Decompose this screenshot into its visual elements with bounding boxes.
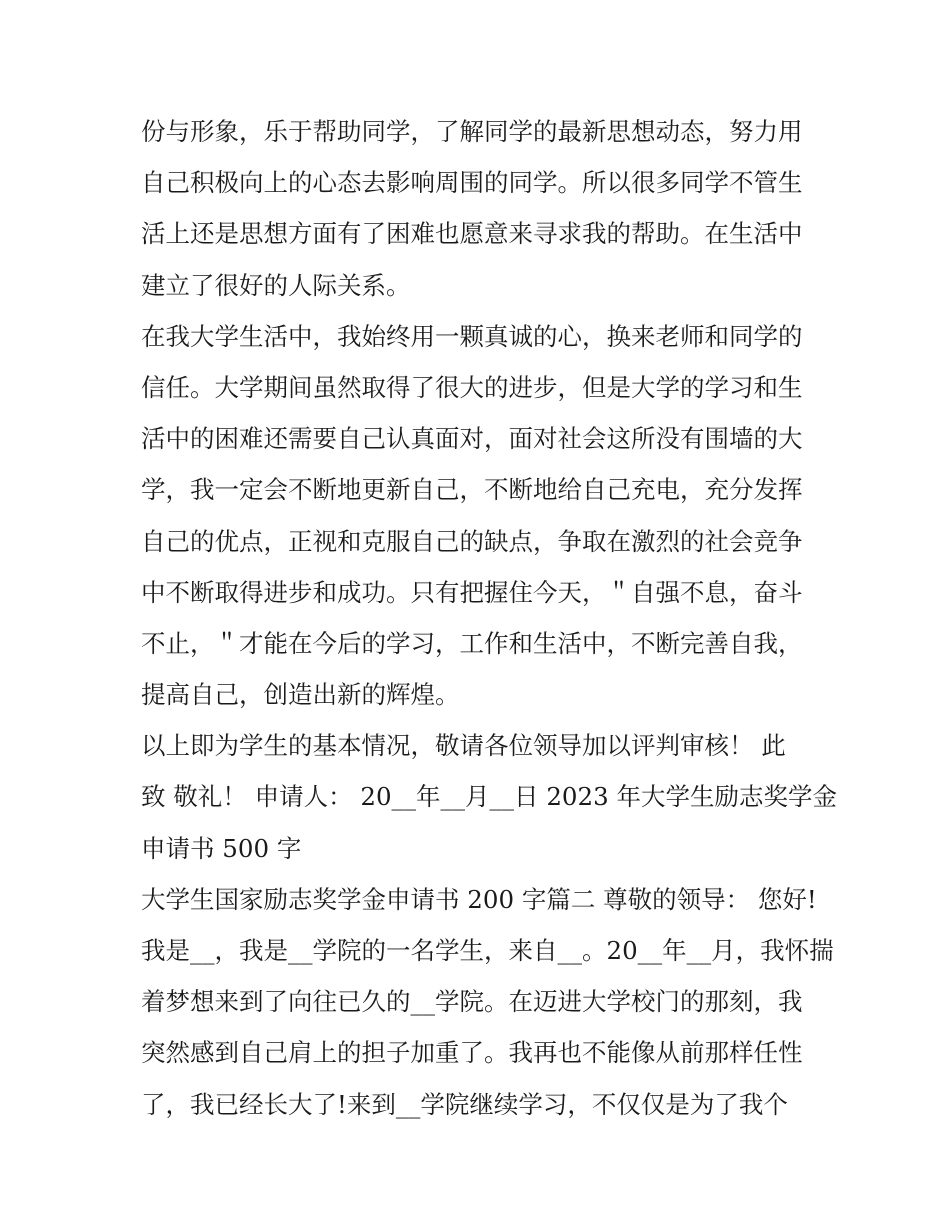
text-line: 份与形象，乐于帮助同学，了解同学的最新思想动态，努力用	[141, 117, 803, 146]
text-line: 信任。大学期间虽然取得了很大的进步，但是大学的学习和生	[141, 372, 803, 402]
text-line: 活上还是思想方面有了困难也愿意来寻求我的帮助。在生活中	[141, 219, 803, 249]
text-line: 自己积极向上的心态去影响周围的同学。所以很多同学不管生	[141, 168, 803, 198]
text-line: 以上即为学生的基本情况，敬请各位领导加以评判审核！ 此	[141, 731, 786, 761]
text-line: 自己的优点，正视和克服自己的缺点，争取在激烈的社会竞争	[141, 526, 803, 556]
document-body	[141, 106, 837, 1130]
text-line: 致 敬礼！ 申请人： 20__年__月__日 2023 年大学生励志奖学金	[141, 782, 837, 812]
text-line: 活中的困难还需要自己认真面对，面对社会这所没有围墙的大	[141, 424, 803, 454]
text-line: 提高自己，创造出新的辉煌。	[141, 680, 460, 710]
text-line: 我是__，我是__学院的一名学生，来自__。20__年__月，我怀揣	[141, 936, 834, 965]
text-line: 突然感到自己肩上的担子加重了。我再也不能像从前那样任性	[141, 1038, 803, 1068]
text-line: 大学生国家励志奖学金申请书 200 字篇二 尊敬的领导： 您好!	[141, 884, 817, 914]
text-line: 着梦想来到了向往已久的__学院。在迈进大学校门的那刻，我	[141, 987, 803, 1017]
text-line: 学，我一定会不断地更新自己，不断地给自己充电，充分发挥	[141, 475, 803, 505]
text-line: 在我大学生活中，我始终用一颗真诚的心，换来老师和同学的	[141, 321, 803, 351]
text-line: 中不断取得进步和成功。只有把握住今天，＂自强不息，奋斗	[141, 577, 803, 607]
text-line: 了，我已经长大了!来到__学院继续学习，不仅仅是为了我个	[141, 1089, 788, 1119]
text-line: 建立了很好的人际关系。	[141, 270, 411, 300]
text-line: 不止，＂才能在今后的学习，工作和生活中，不断完善自我，	[141, 628, 803, 658]
text-line: 申请书 500 字	[141, 833, 302, 863]
